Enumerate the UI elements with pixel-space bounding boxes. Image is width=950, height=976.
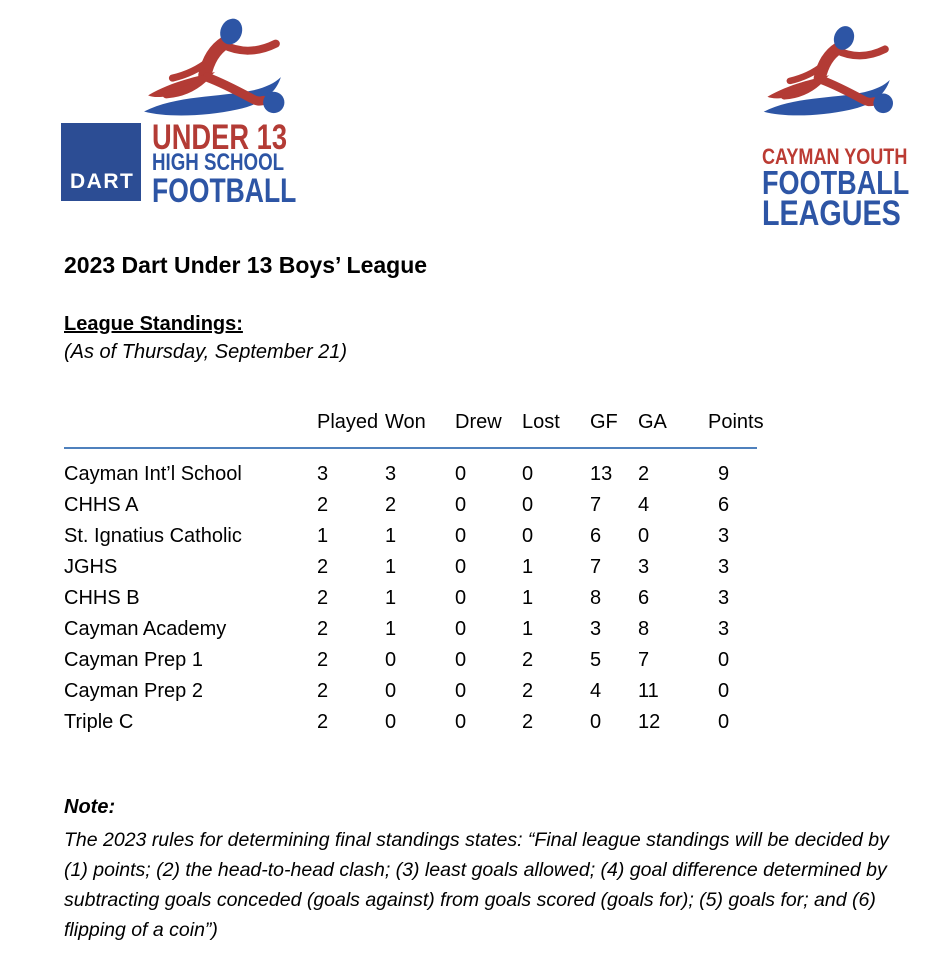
stat-cell: 0 [455, 711, 467, 733]
column-header: Points [708, 411, 757, 448]
table-row [64, 614, 757, 645]
team-column-header [64, 411, 317, 448]
team-name-cell: Cayman Prep 2 [64, 680, 203, 702]
standings-table-header [64, 411, 764, 448]
stat-cell: 0 [455, 618, 467, 640]
dart-logo-label: DART [70, 170, 135, 193]
stat-cell: 3 [718, 587, 730, 609]
stat-cell: 6 [638, 587, 650, 609]
note-line: flipping of a coin”) [64, 919, 218, 941]
standings-table [64, 411, 764, 738]
soccer-player-icon [140, 12, 292, 126]
stat-cell: 3 [317, 463, 329, 485]
stat-cell: 8 [638, 618, 650, 640]
stat-cell: 7 [638, 649, 650, 671]
stat-cell: 0 [590, 711, 602, 733]
stat-cell: 5 [590, 649, 602, 671]
stat-cell: 0 [385, 711, 397, 733]
table-row [64, 490, 757, 521]
left-logo-line3: FOOTBALL [152, 172, 297, 210]
stat-cell: 3 [718, 525, 730, 547]
stat-cell: 0 [455, 494, 467, 516]
stat-cell: 1 [385, 587, 397, 609]
stat-cell: 1 [385, 556, 397, 578]
football-icon [263, 92, 284, 113]
standings-heading: League Standings: [64, 313, 243, 335]
stat-cell: 0 [385, 649, 397, 671]
table-row [64, 645, 757, 676]
table-row [64, 583, 757, 614]
column-header: Won [385, 411, 455, 448]
note-line: subtracting goals conceded (goals against) from goals scored (goals for); (5) goals for; and (6) [64, 889, 876, 911]
stat-cell: 6 [718, 494, 730, 516]
note-body [64, 825, 924, 945]
table-row [64, 676, 757, 707]
team-name-cell: Cayman Academy [64, 618, 227, 640]
stat-cell: 2 [522, 649, 534, 671]
team-name-cell: St. Ignatius Catholic [64, 525, 242, 547]
column-header: GA [638, 411, 708, 448]
stat-cell: 2 [317, 587, 329, 609]
left-logo-line1: UNDER 13 [152, 118, 288, 157]
stat-cell: 2 [385, 494, 397, 516]
stat-cell: 13 [590, 463, 613, 485]
stat-cell: 0 [718, 711, 730, 733]
stat-cell: 0 [385, 680, 397, 702]
stat-cell: 0 [455, 556, 467, 578]
dart-under13-logo [0, 0, 340, 230]
left-logo-line2: HIGH SCHOOL [152, 149, 285, 176]
stat-cell: 0 [718, 680, 730, 702]
team-name-cell: CHHS B [64, 587, 140, 609]
table-row [64, 707, 757, 738]
stat-cell: 3 [385, 463, 397, 485]
stat-cell: 4 [638, 494, 650, 516]
stat-cell: 4 [590, 680, 602, 702]
stat-cell: 7 [590, 556, 602, 578]
stat-cell: 1 [522, 587, 534, 609]
stat-cell: 0 [522, 463, 534, 485]
stat-cell: 1 [317, 525, 329, 547]
stat-cell: 2 [317, 680, 329, 702]
stat-cell: 3 [590, 618, 602, 640]
stat-cell: 9 [718, 463, 730, 485]
stat-cell: 0 [455, 463, 467, 485]
note-line: (1) points; (2) the head-to-head clash; (3) least goals allowed; (4) goal difference determined by [64, 859, 887, 881]
right-logo-line2: FOOTBALL [762, 164, 910, 201]
stat-cell: 2 [317, 649, 329, 671]
stat-cell: 2 [522, 711, 534, 733]
soccer-player-icon [760, 20, 900, 125]
dart-logo-square [61, 123, 141, 201]
stat-cell: 2 [522, 680, 534, 702]
team-name-cell: Triple C [64, 711, 134, 733]
table-row [64, 552, 757, 583]
team-name-cell: Cayman Prep 1 [64, 649, 203, 671]
stat-cell: 0 [455, 525, 467, 547]
team-name-cell: Cayman Int’l School [64, 463, 242, 485]
standings-table-body [64, 448, 757, 738]
table-row [64, 521, 757, 552]
column-header: GF [590, 411, 638, 448]
stat-cell: 3 [718, 618, 730, 640]
stat-cell: 2 [317, 556, 329, 578]
stat-cell: 2 [317, 711, 329, 733]
stat-cell: 0 [522, 494, 534, 516]
table-row [64, 448, 757, 490]
stat-cell: 0 [455, 680, 467, 702]
right-logo-line3: LEAGUES [762, 194, 901, 233]
stat-cell: 11 [638, 680, 659, 702]
stat-cell: 1 [522, 618, 534, 640]
stat-cell: 2 [638, 463, 650, 485]
stat-cell: 0 [638, 525, 650, 547]
page-title: 2023 Dart Under 13 Boys’ League [64, 252, 428, 278]
header-row [64, 411, 757, 448]
stat-cell: 0 [718, 649, 730, 671]
stat-cell: 3 [718, 556, 730, 578]
stat-cell: 2 [317, 494, 329, 516]
column-header: Lost [522, 411, 590, 448]
stat-cell: 1 [385, 618, 397, 640]
stat-cell: 1 [385, 525, 397, 547]
stat-cell: 12 [638, 711, 661, 733]
right-logo-line1: CAYMAN YOUTH [762, 144, 908, 169]
stat-cell: 6 [590, 525, 602, 547]
left-logo-text [152, 118, 337, 210]
column-header: Drew [455, 411, 522, 448]
stat-cell: 7 [590, 494, 602, 516]
column-header: Played [317, 411, 385, 448]
note-heading: Note: [64, 796, 116, 818]
stat-cell: 1 [522, 556, 534, 578]
standings-asof-date: (As of Thursday, September 21) [64, 341, 348, 363]
football-icon [873, 94, 893, 114]
note-block [64, 796, 924, 945]
note-line: The 2023 rules for determining final standings states: “Final league standings will be decided by [64, 829, 889, 851]
team-name-cell: CHHS A [64, 494, 139, 516]
stat-cell: 0 [522, 525, 534, 547]
right-logo-text [762, 144, 942, 233]
stat-cell: 0 [455, 587, 467, 609]
stat-cell: 8 [590, 587, 602, 609]
cayman-youth-leagues-logo [740, 0, 950, 240]
team-name-cell: JGHS [64, 556, 118, 578]
stat-cell: 0 [455, 649, 467, 671]
stat-cell: 3 [638, 556, 650, 578]
stat-cell: 2 [317, 618, 329, 640]
